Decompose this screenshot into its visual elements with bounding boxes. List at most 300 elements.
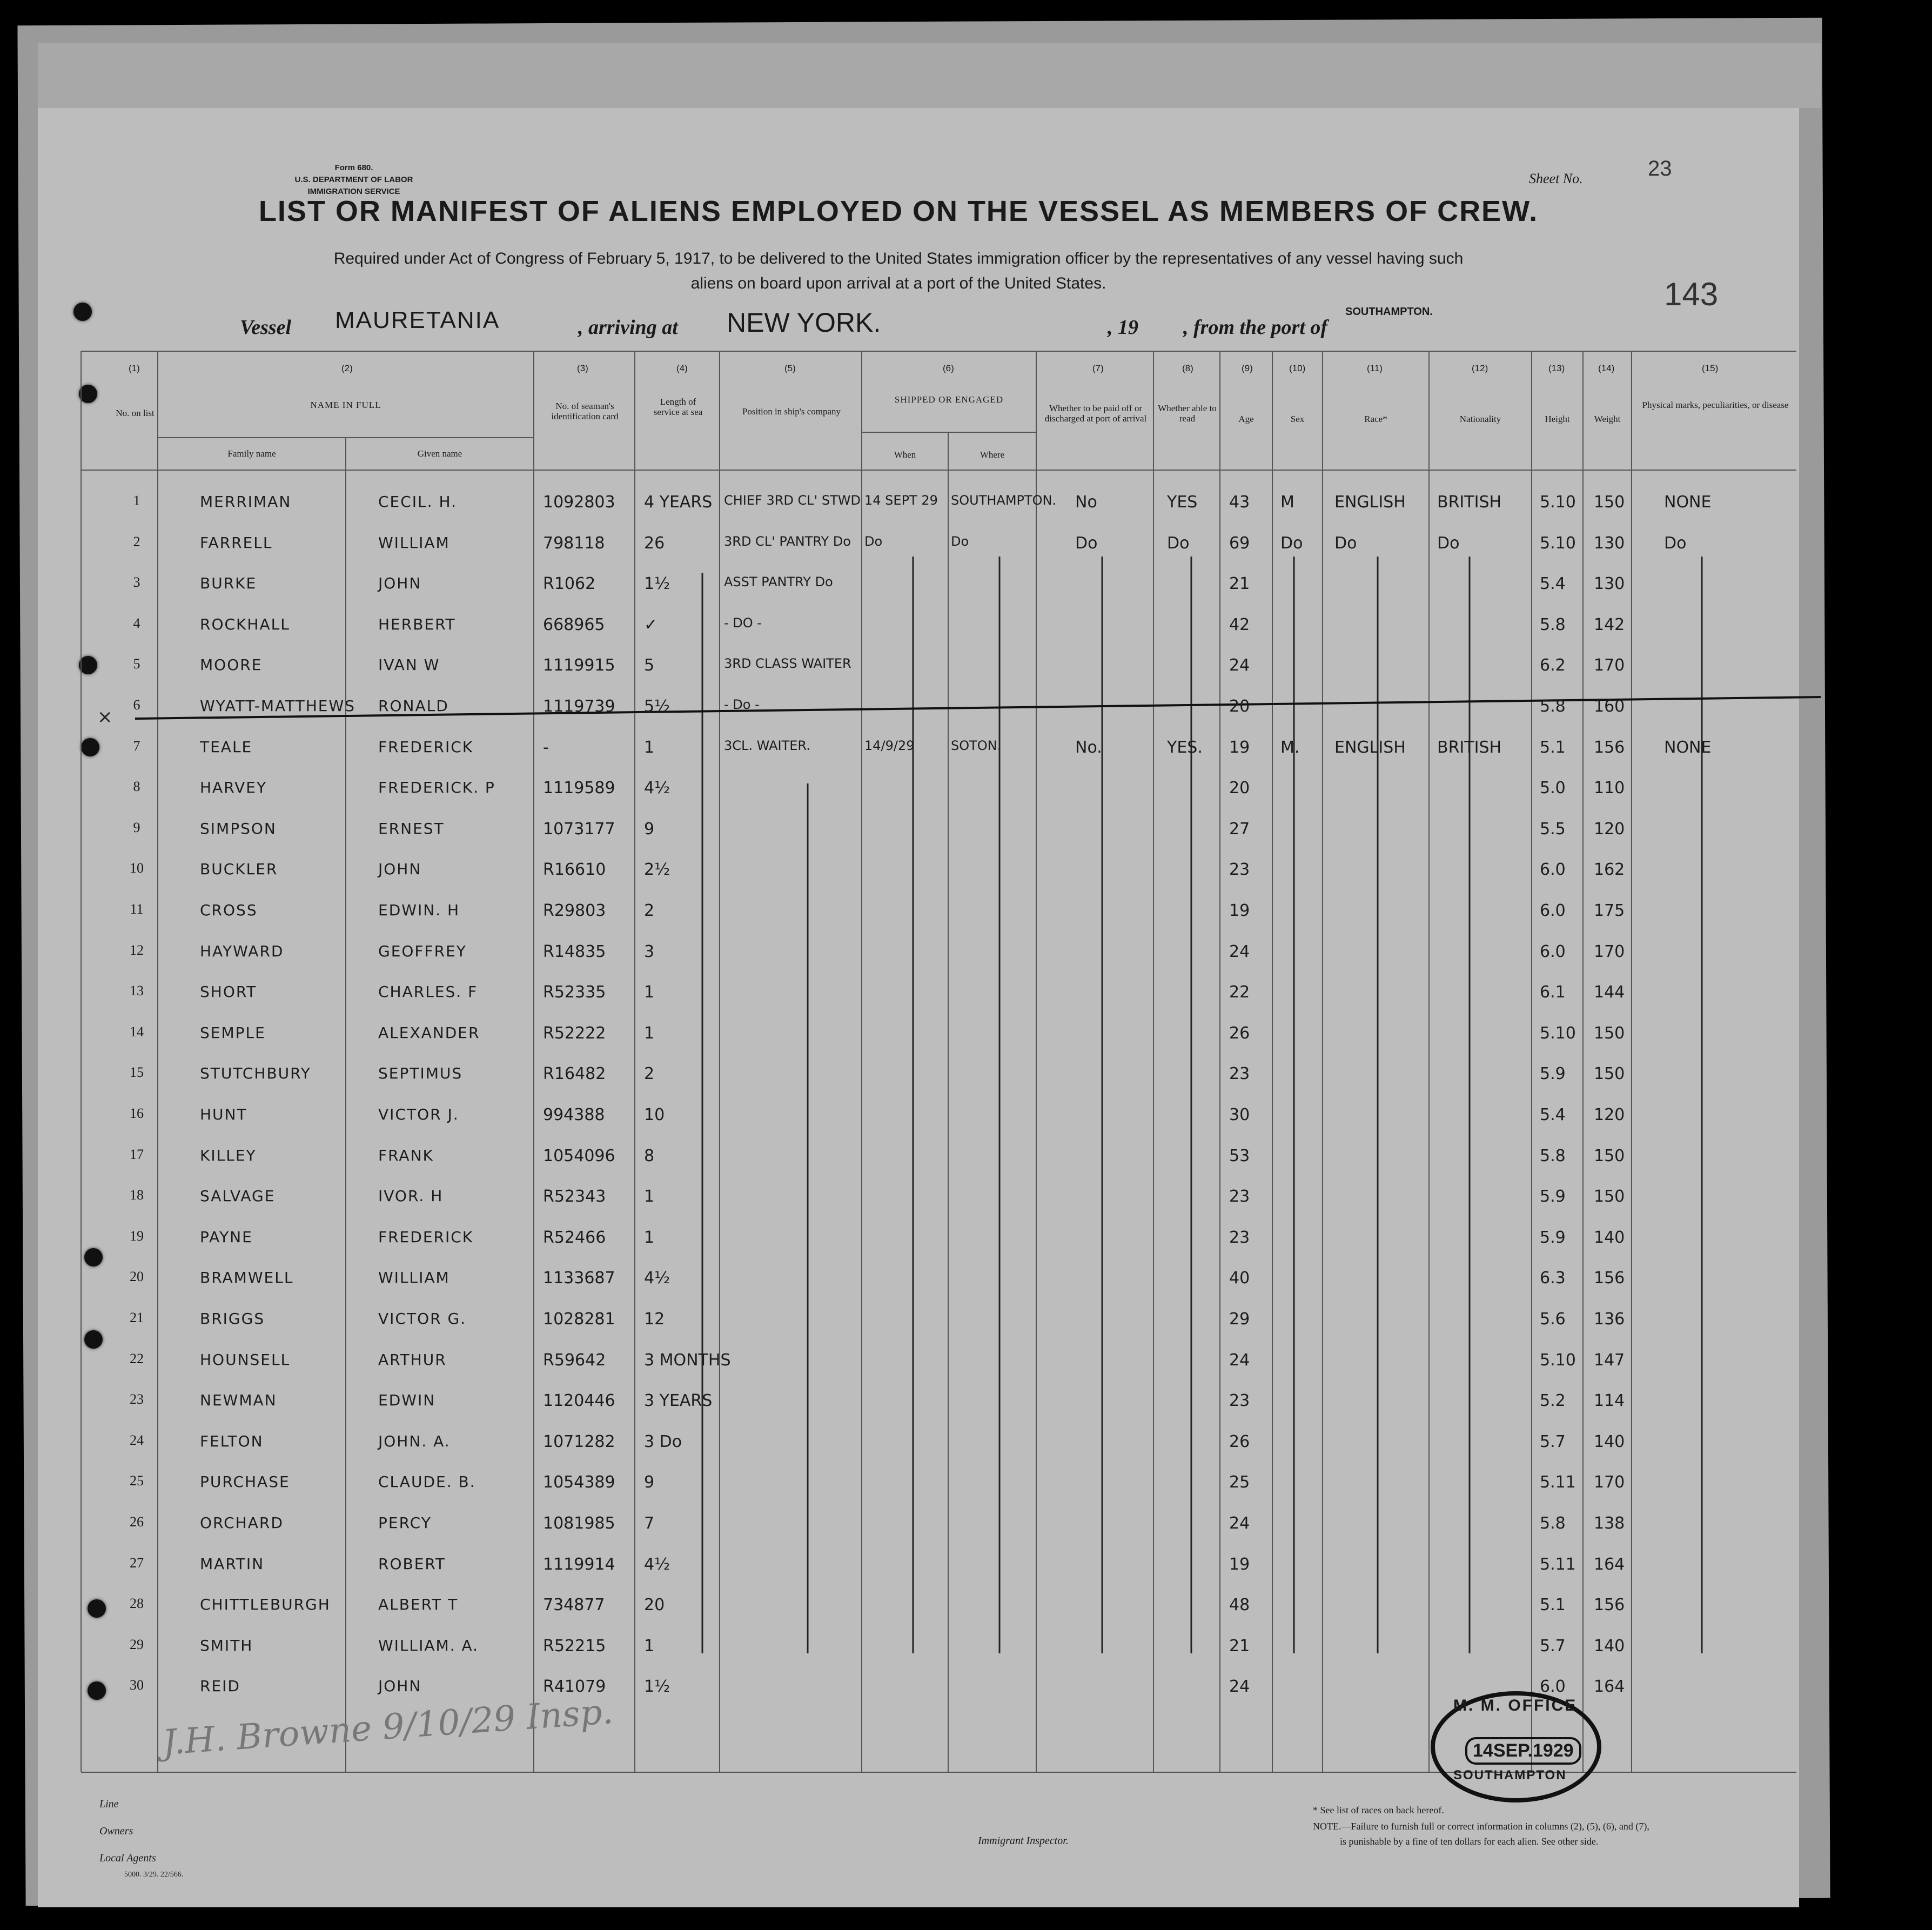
colnum: (8)	[1182, 363, 1193, 373]
weight: 130	[1594, 574, 1625, 593]
given-name: EDWIN	[378, 1391, 436, 1409]
footer-agents-label: Local Agents	[99, 1852, 156, 1864]
seaman-card-number: 1092803	[543, 493, 615, 512]
header-family-name: Family name	[227, 448, 276, 459]
family-name: MERRIMAN	[200, 493, 292, 511]
ship-position: CHIEF 3RD CL' STWD	[724, 493, 861, 508]
weight: 120	[1594, 1105, 1625, 1124]
height: 5.8	[1540, 615, 1566, 634]
colnum: (7)	[1092, 363, 1104, 373]
footer-line-label: Line	[99, 1798, 119, 1810]
arrival-port: NEW YORK.	[727, 307, 881, 338]
given-name: VICTOR J.	[378, 1105, 459, 1123]
height: 5.1	[1540, 1596, 1566, 1614]
seaman-card-number: 1054096	[543, 1147, 615, 1165]
seaman-card-number: R52335	[543, 983, 606, 1002]
length-of-service: 3	[644, 942, 655, 961]
length-of-service: 26	[644, 534, 665, 553]
family-name: KILLEY	[200, 1147, 257, 1164]
length-of-service: 8	[644, 1147, 655, 1165]
row-number: 23	[130, 1391, 144, 1407]
family-name: REID	[200, 1677, 240, 1695]
height: 5.10	[1540, 493, 1576, 512]
height: 5.4	[1540, 574, 1566, 593]
length-of-service: ✓	[644, 615, 658, 634]
race: ENGLISH	[1334, 738, 1406, 757]
height: 6.2	[1540, 656, 1566, 675]
departure-port: SOUTHAMPTON.	[1345, 306, 1433, 318]
given-name: ROBERT	[378, 1555, 446, 1573]
length-of-service: 1	[644, 1187, 655, 1206]
shipped-where: Do	[951, 534, 969, 549]
family-name: TEALE	[200, 738, 253, 756]
row-number: 8	[133, 779, 140, 794]
age: 23	[1229, 1064, 1250, 1083]
row-number: 16	[130, 1105, 144, 1121]
able-to-read: YES.	[1167, 738, 1203, 757]
given-name: CLAUDE. B.	[378, 1473, 476, 1491]
family-name: NEWMAN	[200, 1391, 277, 1409]
weight: 138	[1594, 1514, 1625, 1533]
sheet-number-value: 23	[1648, 157, 1672, 180]
length-of-service: 1	[644, 1637, 655, 1656]
race: Do	[1334, 534, 1357, 553]
weight: 156	[1594, 1269, 1625, 1288]
row-number: 21	[130, 1310, 144, 1325]
able-to-read: Do	[1167, 534, 1190, 553]
year-label: , 19	[1108, 316, 1138, 339]
length-of-service: 3 Do	[644, 1432, 682, 1451]
print-code: 5000. 3/29. 22/566.	[124, 1871, 184, 1879]
given-name: RONALD	[378, 697, 449, 715]
colnum: (1)	[129, 363, 140, 373]
header-nationality: Nationality	[1459, 414, 1501, 424]
age: 24	[1229, 942, 1250, 961]
height: 6.0	[1540, 901, 1566, 920]
seaman-card-number: 1071282	[543, 1432, 615, 1451]
given-name: WILLIAM	[378, 1269, 450, 1286]
family-name: MARTIN	[200, 1555, 265, 1573]
age: 27	[1229, 820, 1250, 839]
colnum: (3)	[577, 363, 588, 373]
family-name: BRIGGS	[200, 1310, 265, 1328]
age: 19	[1229, 738, 1250, 757]
race: ENGLISH	[1334, 493, 1406, 512]
seaman-card-number: R52466	[543, 1228, 606, 1247]
height: 5.10	[1540, 1351, 1576, 1370]
header-weight: Weight	[1594, 414, 1621, 424]
weight: 150	[1594, 1064, 1625, 1083]
department-name: U.S. DEPARTMENT OF LABOR	[294, 175, 413, 184]
seaman-card-number: 1119739	[543, 697, 615, 716]
weight: 136	[1594, 1310, 1625, 1329]
given-name: GEOFFREY	[378, 942, 467, 960]
row-number: 15	[130, 1064, 144, 1080]
given-name: IVAN W	[378, 656, 440, 674]
family-name: HAYWARD	[200, 942, 284, 960]
weight: 170	[1594, 1473, 1625, 1492]
seaman-card-number: 1073177	[543, 820, 615, 839]
header-race: Race*	[1364, 414, 1387, 424]
header-seaman-id: No. of seaman's identification card	[551, 401, 619, 421]
shipped-where: SOTON.	[951, 738, 1002, 753]
service-name: IMMIGRATION SERVICE	[307, 187, 400, 196]
family-name: SEMPLE	[200, 1024, 266, 1042]
age: 21	[1229, 574, 1250, 593]
weight: 162	[1594, 860, 1625, 879]
height: 6.0	[1540, 860, 1566, 879]
age: 20	[1229, 697, 1250, 716]
family-name: MOORE	[200, 656, 263, 674]
age: 43	[1229, 493, 1250, 512]
height: 5.7	[1540, 1432, 1566, 1451]
age: 24	[1229, 1351, 1250, 1370]
row-number: 11	[130, 901, 144, 917]
given-name: CECIL. H.	[378, 493, 457, 511]
row-number: 3	[133, 574, 140, 590]
sex: Do	[1280, 534, 1303, 553]
height: 5.9	[1540, 1228, 1566, 1247]
length-of-service: 2	[644, 901, 655, 920]
seaman-card-number: 1133687	[543, 1269, 615, 1288]
weight: 150	[1594, 1147, 1625, 1165]
seaman-card-number: 994388	[543, 1105, 605, 1124]
seaman-card-number: 1119915	[543, 656, 615, 675]
seaman-card-number: R1062	[543, 574, 596, 593]
age: 23	[1229, 1391, 1250, 1410]
length-of-service: 9	[644, 1473, 655, 1492]
colnum: (4)	[676, 363, 688, 373]
height: 6.1	[1540, 983, 1566, 1002]
shipped-when: Do	[864, 534, 883, 549]
age: 21	[1229, 1637, 1250, 1656]
height: 5.7	[1540, 1637, 1566, 1656]
height: 5.10	[1540, 534, 1576, 553]
length-of-service: 12	[644, 1310, 665, 1329]
weight: 120	[1594, 820, 1625, 839]
weight: 140	[1594, 1228, 1625, 1247]
length-of-service: 7	[644, 1514, 655, 1533]
given-name: FREDERICK. P	[378, 779, 495, 796]
height: 5.11	[1540, 1555, 1576, 1574]
weight: 150	[1594, 1187, 1625, 1206]
given-name: WILLIAM. A.	[378, 1637, 479, 1654]
given-name: CHARLES. F	[378, 983, 478, 1001]
age: 23	[1229, 860, 1250, 879]
age: 29	[1229, 1310, 1250, 1329]
weight: 144	[1594, 983, 1625, 1002]
age: 40	[1229, 1269, 1250, 1288]
seaman-card-number: R52343	[543, 1187, 606, 1206]
from-port-label: , from the port of	[1183, 316, 1328, 339]
weight: 164	[1594, 1677, 1625, 1696]
given-name: JOHN	[378, 860, 422, 878]
age: 48	[1229, 1596, 1250, 1614]
weight: 140	[1594, 1432, 1625, 1451]
seaman-card-number: 798118	[543, 534, 605, 553]
given-name: VICTOR G.	[378, 1310, 467, 1328]
colnum: (6)	[943, 363, 954, 373]
footer-owners-label: Owners	[99, 1825, 133, 1837]
row-number: 2	[133, 534, 140, 549]
seaman-card-number: 1081985	[543, 1514, 615, 1533]
note-races: * See list of races on back hereof.	[1313, 1805, 1444, 1815]
family-name: WYATT-MATTHEWS	[200, 697, 355, 715]
weight: 142	[1594, 615, 1625, 634]
row-number: 1	[133, 493, 140, 508]
length-of-service: 4½	[644, 1555, 670, 1574]
ship-position: ASST PANTRY Do	[724, 574, 833, 589]
colnum: (12)	[1472, 363, 1488, 373]
colnum: (11)	[1367, 363, 1383, 373]
family-name: FELTON	[200, 1432, 264, 1450]
height: 5.5	[1540, 820, 1566, 839]
seaman-card-number: R16482	[543, 1064, 606, 1083]
row-number: 14	[130, 1024, 144, 1040]
colnum: (9)	[1242, 363, 1253, 373]
given-name: FRANK	[378, 1147, 434, 1164]
shipped-when: 14/9/29	[864, 738, 915, 753]
header-name-in-full: NAME IN FULL	[310, 400, 381, 410]
seaman-card-number: 1120446	[543, 1391, 615, 1410]
weight: 175	[1594, 901, 1625, 920]
inspector-label: Immigrant Inspector.	[978, 1835, 1069, 1847]
physical-marks: NONE	[1664, 493, 1712, 512]
length-of-service: 1	[644, 983, 655, 1002]
length-of-service: 1	[644, 1228, 655, 1247]
seaman-card-number: -	[543, 738, 549, 757]
length-of-service: 5½	[644, 697, 670, 716]
note-penalty-1: NOTE.—Failure to furnish full or correct information in columns (2), (5), (6), and (7),	[1313, 1821, 1649, 1832]
nationality: Do	[1437, 534, 1460, 553]
row-number: 10	[130, 860, 144, 876]
row-number: 6	[133, 697, 140, 713]
arriving-label: , arriving at	[578, 316, 678, 339]
row-number: 18	[130, 1187, 144, 1203]
given-name: SEPTIMUS	[378, 1064, 463, 1082]
row-number: 27	[130, 1555, 144, 1571]
weight: 140	[1594, 1637, 1625, 1656]
header-position: Position in ship's company	[742, 406, 841, 417]
sheet-number-label: Sheet No.	[1529, 171, 1583, 186]
weight: 150	[1594, 493, 1625, 512]
given-name: EDWIN. H	[378, 901, 460, 919]
shipped-where: SOUTHAMPTON.	[951, 493, 1057, 508]
length-of-service: 3 MONTHS	[644, 1351, 731, 1370]
age: 26	[1229, 1432, 1250, 1451]
given-name: FREDERICK	[378, 1228, 474, 1246]
age: 24	[1229, 656, 1250, 675]
weight: 170	[1594, 942, 1625, 961]
weight: 110	[1594, 779, 1625, 798]
ship-position: 3RD CLASS WAITER	[724, 656, 851, 671]
family-name: CROSS	[200, 901, 258, 919]
row-number: 17	[130, 1147, 144, 1162]
ship-position: 3RD CL' PANTRY Do	[724, 534, 851, 549]
given-name: FREDERICK	[378, 738, 474, 756]
colnum: (14)	[1598, 363, 1615, 373]
note-penalty-2: is punishable by a fine of ten dollars for each alien. See other side.	[1340, 1836, 1599, 1847]
age: 42	[1229, 615, 1250, 634]
height: 5.8	[1540, 1514, 1566, 1533]
age: 19	[1229, 1555, 1250, 1574]
stamp-place: SOUTHAMPTON	[1453, 1768, 1567, 1782]
height: 5.8	[1540, 697, 1566, 716]
physical-marks: NONE	[1664, 738, 1712, 757]
height: 5.0	[1540, 779, 1566, 798]
length-of-service: 20	[644, 1596, 665, 1614]
given-name: JOHN. A.	[378, 1432, 451, 1450]
given-name: ERNEST	[378, 820, 445, 837]
row-number: 19	[130, 1228, 144, 1244]
seaman-card-number: R59642	[543, 1351, 606, 1370]
family-name: HARVEY	[200, 779, 267, 796]
paid-off: No.	[1075, 738, 1102, 757]
height: 5.4	[1540, 1105, 1566, 1124]
row-number: 7	[133, 738, 140, 754]
header-physical-marks: Physical marks, peculiarities, or disease	[1642, 400, 1789, 410]
given-name: JOHN	[378, 1677, 422, 1695]
age: 23	[1229, 1187, 1250, 1206]
given-name: WILLIAM	[378, 534, 450, 552]
weight: 150	[1594, 1024, 1625, 1043]
seaman-card-number: R29803	[543, 901, 606, 920]
seaman-card-number: 1028281	[543, 1310, 615, 1329]
row-number: 22	[130, 1351, 144, 1366]
age: 19	[1229, 901, 1250, 920]
inspector-signature: J.H. Browne 9/10/29 Insp.	[161, 1691, 615, 1764]
seaman-card-number: R14835	[543, 942, 606, 961]
height: 6.0	[1540, 1677, 1566, 1696]
manifest-subtitle-1: Required under Act of Congress of February 5, 1917, to be delivered to the United States immigration officer by the representatives of any vessel having such	[333, 250, 1464, 267]
seaman-card-number: 668965	[543, 615, 605, 634]
sex: M.	[1280, 738, 1300, 757]
seaman-card-number: R16610	[543, 860, 606, 879]
length-of-service: 4½	[644, 779, 670, 798]
family-name: SHORT	[200, 983, 257, 1001]
row-number: 4	[133, 615, 140, 631]
cancel-mark-icon: ×	[97, 706, 113, 728]
weight: 147	[1594, 1351, 1625, 1370]
length-of-service: 10	[644, 1105, 665, 1124]
row-number: 9	[133, 820, 140, 835]
colnum: (5)	[784, 363, 796, 373]
length-of-service: 9	[644, 820, 655, 839]
header-given-name: Given name	[417, 448, 462, 459]
family-name: BRAMWELL	[200, 1269, 294, 1286]
row-number: 26	[130, 1514, 144, 1530]
colnum: (10)	[1289, 363, 1306, 373]
family-name: BURKE	[200, 574, 257, 592]
family-name: STUTCHBURY	[200, 1064, 311, 1082]
family-name: SIMPSON	[200, 820, 277, 837]
family-name: SALVAGE	[200, 1187, 276, 1205]
age: 25	[1229, 1473, 1250, 1492]
colnum: (2)	[341, 363, 353, 373]
stamp-date: 14SEP.1929	[1465, 1737, 1581, 1765]
row-number: 20	[130, 1269, 144, 1284]
seaman-card-number: R52222	[543, 1024, 606, 1043]
age: 22	[1229, 983, 1250, 1002]
ship-position: - DO -	[724, 615, 762, 631]
height: 5.11	[1540, 1473, 1576, 1492]
age: 53	[1229, 1147, 1250, 1165]
length-of-service: 3 YEARS	[644, 1391, 713, 1410]
family-name: CHITTLEBURGH	[200, 1596, 331, 1613]
family-name: HUNT	[200, 1105, 247, 1123]
length-of-service: 5	[644, 656, 655, 675]
length-of-service: 2½	[644, 860, 670, 879]
row-number: 30	[130, 1677, 144, 1693]
height: 6.0	[1540, 942, 1566, 961]
weight: 164	[1594, 1555, 1625, 1574]
family-name: ROCKHALL	[200, 615, 290, 633]
age: 26	[1229, 1024, 1250, 1043]
seaman-card-number: 734877	[543, 1596, 605, 1614]
length-of-service: 4½	[644, 1269, 670, 1288]
able-to-read: YES	[1167, 493, 1198, 512]
length-of-service: 2	[644, 1064, 655, 1083]
length-of-service: 1½	[644, 574, 670, 593]
header-length-service: Length of service at sea	[653, 397, 703, 417]
paid-off: Do	[1075, 534, 1098, 553]
row-number: 5	[133, 656, 140, 672]
given-name: ALEXANDER	[378, 1024, 480, 1042]
height: 5.1	[1540, 738, 1566, 757]
row-number: 29	[130, 1637, 144, 1652]
height: 5.10	[1540, 1024, 1576, 1043]
header-where: Where	[980, 450, 1005, 460]
nationality: BRITISH	[1437, 738, 1502, 757]
row-number: 25	[130, 1473, 144, 1489]
ship-position: - Do -	[724, 697, 760, 712]
colnum: (15)	[1702, 363, 1719, 373]
seaman-card-number: 1119589	[543, 779, 615, 798]
row-number: 12	[130, 942, 144, 958]
seaman-card-number: 1119914	[543, 1555, 615, 1574]
given-name: IVOR. H	[378, 1187, 444, 1205]
weight: 114	[1594, 1391, 1625, 1410]
stamp-office: M. M. OFFICE	[1453, 1697, 1578, 1714]
sex: M	[1280, 493, 1294, 512]
age: 69	[1229, 534, 1250, 553]
weight: 170	[1594, 656, 1625, 675]
height: 5.6	[1540, 1310, 1566, 1329]
weight: 156	[1594, 738, 1625, 757]
header-age: Age	[1238, 414, 1254, 424]
vessel-label: Vessel	[240, 316, 291, 339]
colnum: (13)	[1548, 363, 1565, 373]
form-number: Form 680.	[334, 163, 373, 172]
given-name: JOHN	[378, 574, 422, 592]
given-name: ARTHUR	[378, 1351, 447, 1369]
row-number: 28	[130, 1596, 144, 1611]
manifest-subtitle-2: aliens on board upon arrival at a port of the United States.	[690, 274, 1106, 292]
family-name: PAYNE	[200, 1228, 253, 1246]
nationality: BRITISH	[1437, 493, 1502, 512]
length-of-service: 1½	[644, 1677, 670, 1696]
header-height: Height	[1545, 414, 1570, 424]
age: 20	[1229, 779, 1250, 798]
physical-marks: Do	[1664, 534, 1687, 553]
given-name: HERBERT	[378, 615, 456, 633]
length-of-service: 1	[644, 1024, 655, 1043]
given-name: ALBERT T	[378, 1596, 459, 1613]
height: 5.8	[1540, 1147, 1566, 1165]
weight: 156	[1594, 1596, 1625, 1614]
age: 24	[1229, 1677, 1250, 1696]
seaman-card-number: R52215	[543, 1637, 606, 1656]
